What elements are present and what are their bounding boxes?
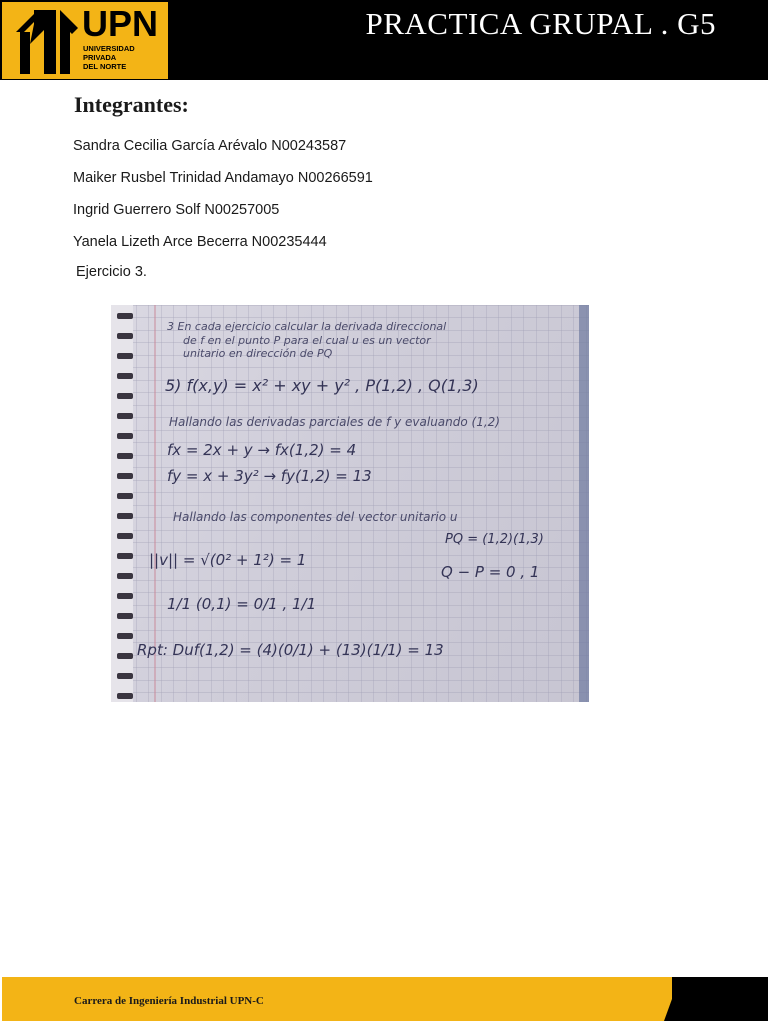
member-name: Sandra Cecilia García Arévalo N00243587 (73, 138, 347, 154)
handwritten-line: fy = x + 3y² → fy(1,2) = 13 (167, 467, 372, 485)
handwritten-line: Hallando las derivadas parciales de f y evaluando (1,2) (169, 415, 500, 429)
page-header (0, 0, 768, 80)
handwritten-line: PQ = (1,2)(1,3) (445, 532, 544, 547)
handwritten-line: ||v|| = √(0² + 1²) = 1 (149, 551, 307, 569)
member-name: Maiker Rusbel Trinidad Andamayo N00266591 (73, 170, 373, 186)
logo-subtitle-line: PRIVADA (83, 53, 117, 62)
handwritten-line: Q − P = 0 , 1 (441, 563, 540, 581)
handwritten-line: Hallando las componentes del vector unitario u (173, 510, 458, 524)
logo-subtitle-line: UNIVERSIDAD (83, 44, 135, 53)
handwritten-line: de f en el punto P para el cual u es un vector (183, 334, 431, 347)
handwritten-line: unitario en dirección de PQ (183, 347, 333, 360)
handwritten-notebook-photo (111, 305, 589, 702)
logo-subtitle (83, 44, 135, 71)
spiral-binding (111, 305, 133, 702)
handwritten-line: 3 En cada ejercicio calcular la derivada direccional (167, 320, 447, 333)
handwritten-line: 1/1 (0,1) = 0/1 , 1/1 (167, 595, 317, 613)
member-name: Ingrid Guerrero Solf N00257005 (73, 202, 280, 218)
page-title: PRACTICA GRUPAL . G5 (365, 6, 716, 41)
notebook-page-drawing (111, 305, 589, 702)
section-heading: Integrantes: (74, 92, 189, 117)
handwritten-line: Rpt: Duf(1,2) = (4)(0/1) + (13)(1/1) = 13 (137, 641, 444, 659)
logo-subtitle-line: DEL NORTE (83, 62, 127, 71)
upn-logo (2, 2, 168, 79)
upn-arrow-logo-icon (16, 10, 78, 74)
handwritten-line: fx = 2x + y → fx(1,2) = 4 (167, 441, 357, 459)
logo-wordmark: UPN (82, 3, 159, 44)
handwritten-line: 5) f(x,y) = x² + xy + y² , P(1,2) , Q(1,3) (165, 376, 479, 395)
footer-text: Carrera de Ingeniería Industrial UPN-C (74, 995, 264, 1007)
page-footer (0, 977, 768, 1024)
footer-black-block (672, 977, 768, 1021)
member-name: Yanela Lizeth Arce Becerra N00235444 (73, 234, 327, 250)
exercise-label: Ejercicio 3. (76, 264, 147, 280)
